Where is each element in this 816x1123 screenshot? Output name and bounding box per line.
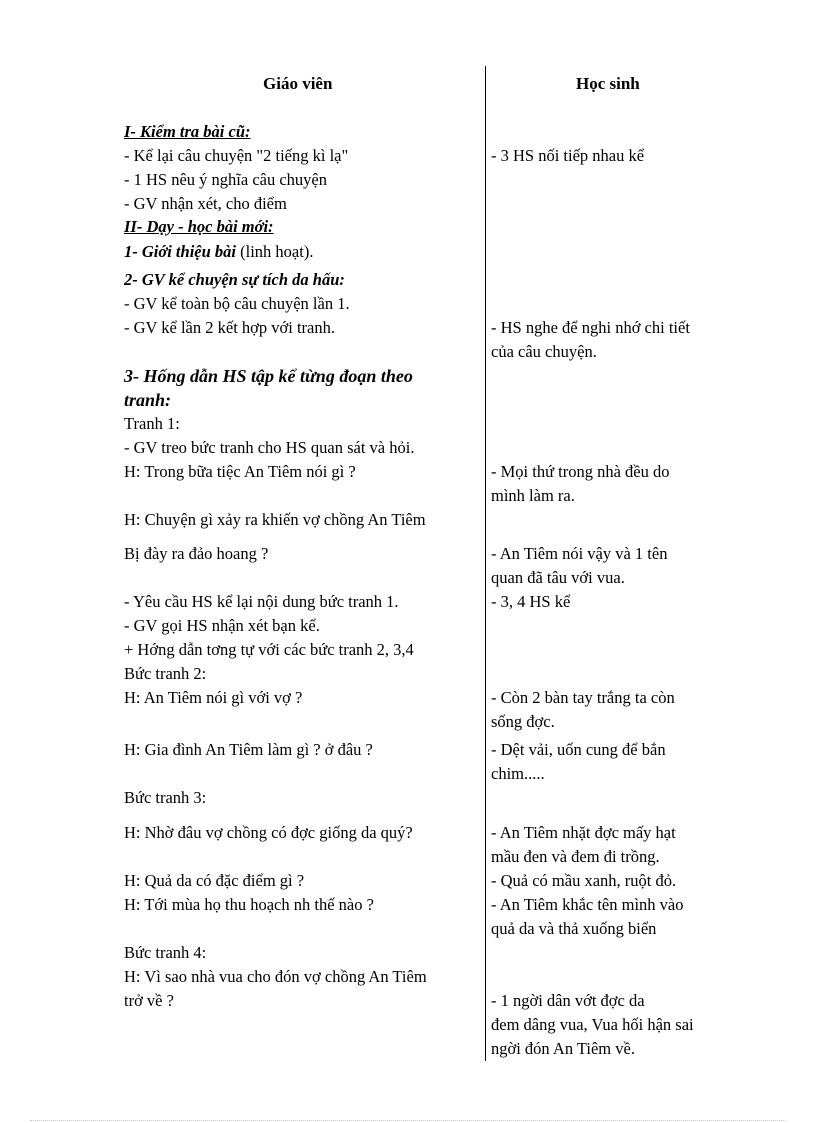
story-title: 2- GV kể chuyện sự tích da hấu: [124,270,345,289]
student-line: mầu đen và đem đi trồng. [491,847,660,866]
question-line: H: Chuyện gì xảy ra khiến vợ chồng An Tiêm [124,510,426,529]
student-line: ngời đón An Tiêm về. [491,1039,635,1058]
question-line: H: Vì sao nhà vua cho đón vợ chồng An Tiêm [124,967,427,986]
teacher-line: - 1 HS nêu ý nghĩa câu chuyện [124,170,327,189]
student-line: - 1 ngời dân vớt đợc da [491,991,645,1010]
student-line: đem dâng vua, Vua hối hận sai [491,1015,694,1034]
student-line: - An Tiêm nói vậy và 1 tên [491,544,668,563]
student-line: của câu chuyện. [491,342,597,361]
student-line: quả da và thả xuống biển [491,919,657,938]
question-line: trở về ? [124,991,174,1010]
student-line: - HS nghe để nghi nhớ chi tiết [491,318,690,337]
student-line: - 3, 4 HS kể [491,592,571,611]
student-line: - Dệt vải, uốn cung để bắn [491,740,666,759]
picture-label: Tranh 1: [124,414,180,433]
question-line: H: An Tiêm nói gì với vợ ? [124,688,303,707]
question-line: H: Quả da có đặc điểm gì ? [124,871,305,890]
question-line: Bị đày ra đảo hoang ? [124,544,269,563]
intro-line [124,242,313,262]
student-line: - An Tiêm nhặt đợc mấy hạt [491,823,676,842]
teacher-line: - GV nhận xét, cho điểm [124,194,287,213]
question-line: H: Nhờ đâu vợ chồng có đợc giống da quý? [124,823,413,842]
column-divider [485,66,486,1061]
page-bottom-rule [30,1120,786,1121]
section-3-title-cont: tranh: [124,390,172,410]
student-line: - 3 HS nối tiếp nhau kể [491,146,645,165]
section-1-title: I- Kiểm tra bài cũ: [124,122,251,141]
teacher-line: - GV treo bức tranh cho HS quan sát và hỏi. [124,438,415,457]
student-line: - Mọi thứ trong nhà đều do [491,462,670,481]
intro-rest: (linh hoạt). [236,242,314,261]
intro-bold: 1- Giới thiệu bài [124,242,236,261]
teacher-line: - GV gọi HS nhận xét bạn kể. [124,616,320,635]
student-line: - An Tiêm khắc tên mình vào [491,895,684,914]
section-3-title: 3- Hống dẫn HS tập kể từng đoạn theo [124,366,413,386]
picture-label: Bức tranh 4: [124,943,207,962]
question-line: H: Tới mùa họ thu hoạch nh thế nào ? [124,895,374,914]
teacher-line: - Kể lại câu chuyện "2 tiếng kì lạ" [124,146,349,165]
teacher-line: - GV kể toàn bộ câu chuyện lần 1. [124,294,350,313]
picture-label: Bức tranh 3: [124,788,207,807]
question-line: H: Trong bữa tiệc An Tiêm nói gì ? [124,462,356,481]
student-line: quan đã tâu với vua. [491,568,625,587]
section-2-title: II- Dạy - học bài mới: [124,217,274,236]
teacher-line: + Hớng dẫn tơng tự với các bức tranh 2, 3,4 [124,640,414,659]
student-column-header: Học sinh [576,74,640,93]
student-line: mình làm ra. [491,486,575,505]
student-line: - Còn 2 bàn tay trắng ta còn [491,688,675,707]
teacher-line: - GV kể lần 2 kết hợp với tranh. [124,318,335,337]
teacher-column-header: Giáo viên [263,74,333,93]
teacher-line: - Yêu cầu HS kể lại nội dung bức tranh 1. [124,592,399,611]
question-line: H: Gia đình An Tiêm làm gì ? ở đâu ? [124,740,373,759]
student-line: - Quả có mầu xanh, ruột đỏ. [491,871,677,890]
student-line: sống đợc. [491,712,555,731]
picture-label: Bức tranh 2: [124,664,207,683]
student-line: chim..... [491,764,545,783]
